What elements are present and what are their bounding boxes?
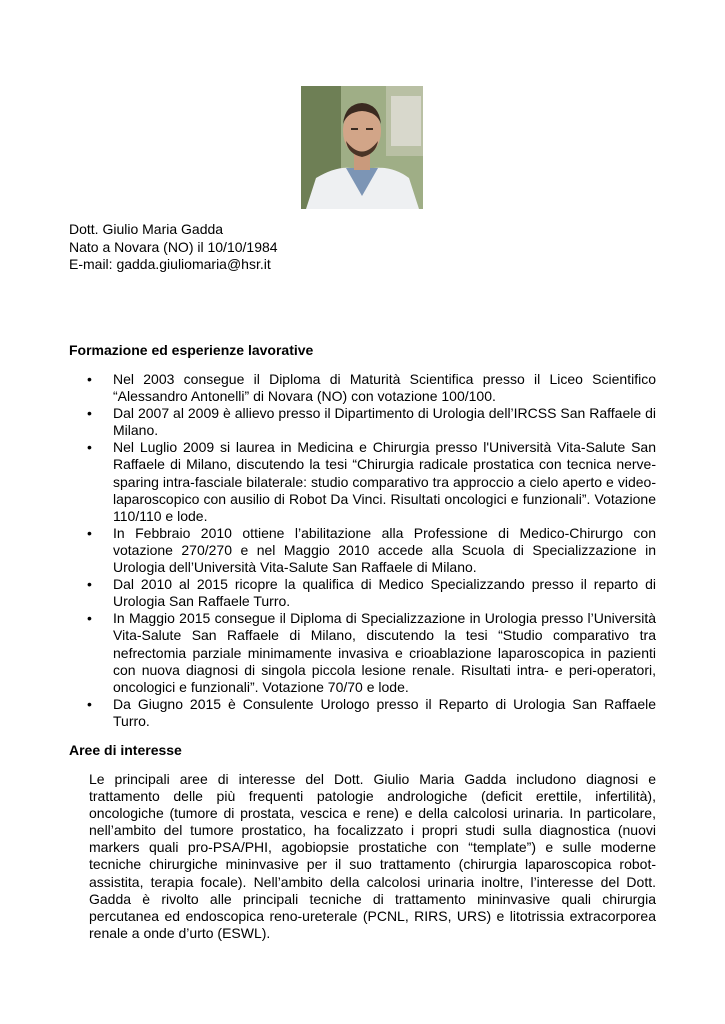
section-title-experience: Formazione ed esperienze lavorative <box>69 342 314 358</box>
list-item: • Nel 2003 consegue il Diploma di Maturità Scientifica presso il Liceo Scientifico “Alessandro Antonelli” di Novara (NO) con votazione 100/100. <box>87 371 656 405</box>
birth-info: Nato a Novara (NO) il 10/10/1984 <box>69 238 278 255</box>
bullet-icon: • <box>87 524 92 541</box>
experience-list <box>69 371 656 730</box>
email-info: E-mail: gadda.giuliomaria@hsr.it <box>69 256 271 272</box>
bullet-icon: • <box>87 576 92 593</box>
portrait-illustration <box>301 86 423 209</box>
identity-block <box>69 221 669 274</box>
list-item: • Da Giugno 2015 è Consulente Urologo presso il Reparto di Urologia San Raffaele Turro. <box>87 695 656 729</box>
bullet-icon: • <box>87 371 92 387</box>
portrait-photo <box>301 86 423 209</box>
list-item: • In Maggio 2015 consegue il Diploma di Specializzazione in Urologia presso l’Università Vita-Salute San Raffaele di Milano, discutendo la tesi “Studio comparativo tra nefrectomia parziale minimamente invasiva e crioablazione laparoscopica in pazienti con nuova diagnosi di singola piccola lesione renale. Risultati intra- e peri-operatori, oncologici e funzionali”. Votazione 70/70 e lode. <box>87 610 656 695</box>
doctor-name: Dott. Giulio Maria Gadda <box>69 221 224 237</box>
list-item: • Dal 2007 al 2009 è allievo presso il Dipartimento di Urologia dell’IRCSS San Raffaele di Milano. <box>87 405 656 439</box>
interests-paragraph: Le principali aree di interesse del Dott. Giulio Maria Gadda includono diagnosi e trattamento delle più frequenti patologie andrologiche (deficit erettile, infertilità), oncologiche (tumore di prostata, vescica e rene) e della calcolosi urinaria. In particolare, nell’ambito del tumore prostatico, ha focalizzato i propri studi sulla diagnostica (nuovi markers quali pro-PSA/PHI, agobiopsie prostatiche con “template”) e sulle moderne tecniche chirurgiche mininvasive per il suo trattamento (chirurgia laparoscopica robot-assistita, terapia focale). Nell’ambito della calcolosi urinaria inoltre, l’interesse del Dott. Gadda è rivolto alle principali tecniche di trattamento mininvasive quali chirurgia percutanea ed endoscopica reno-ureterale (PCNL, RIRS, URS) e litotrissia extracorporea renale a onde d’urto (ESWL). <box>89 771 656 941</box>
list-item: • In Febbraio 2010 ottiene l’abilitazione alla Professione di Medico-Chirurgo con votazione 270/270 e nel Maggio 2010 accede alla Scuola di Specializzazione in Urologia dell’Università Vita-Salute San Raffaele di Milano. <box>87 524 656 576</box>
list-item: • Nel Luglio 2009 si laurea in Medicina e Chirurgia presso l'Università Vita-Salute San Raffaele di Milano, discutendo la tesi “Chirurgia radicale prostatica con tecnica nerve-sparing intra-fasciale bilaterale: studio comparativo tra approccio a cielo aperto e video-laparoscopico con ausilio di Robot Da Vinci. Risultati oncologici e funzionali”. Votazione 110/110 e lode. <box>87 439 656 524</box>
list-item: • Dal 2010 al 2015 ricopre la qualifica di Medico Specializzando presso il reparto di Urologia San Raffaele Turro. <box>87 576 656 610</box>
bullet-icon: • <box>87 439 92 456</box>
bullet-icon: • <box>87 405 92 422</box>
section-title-interests: Aree di interesse <box>69 742 182 758</box>
bullet-icon: • <box>87 610 92 627</box>
bullet-icon: • <box>87 695 92 712</box>
